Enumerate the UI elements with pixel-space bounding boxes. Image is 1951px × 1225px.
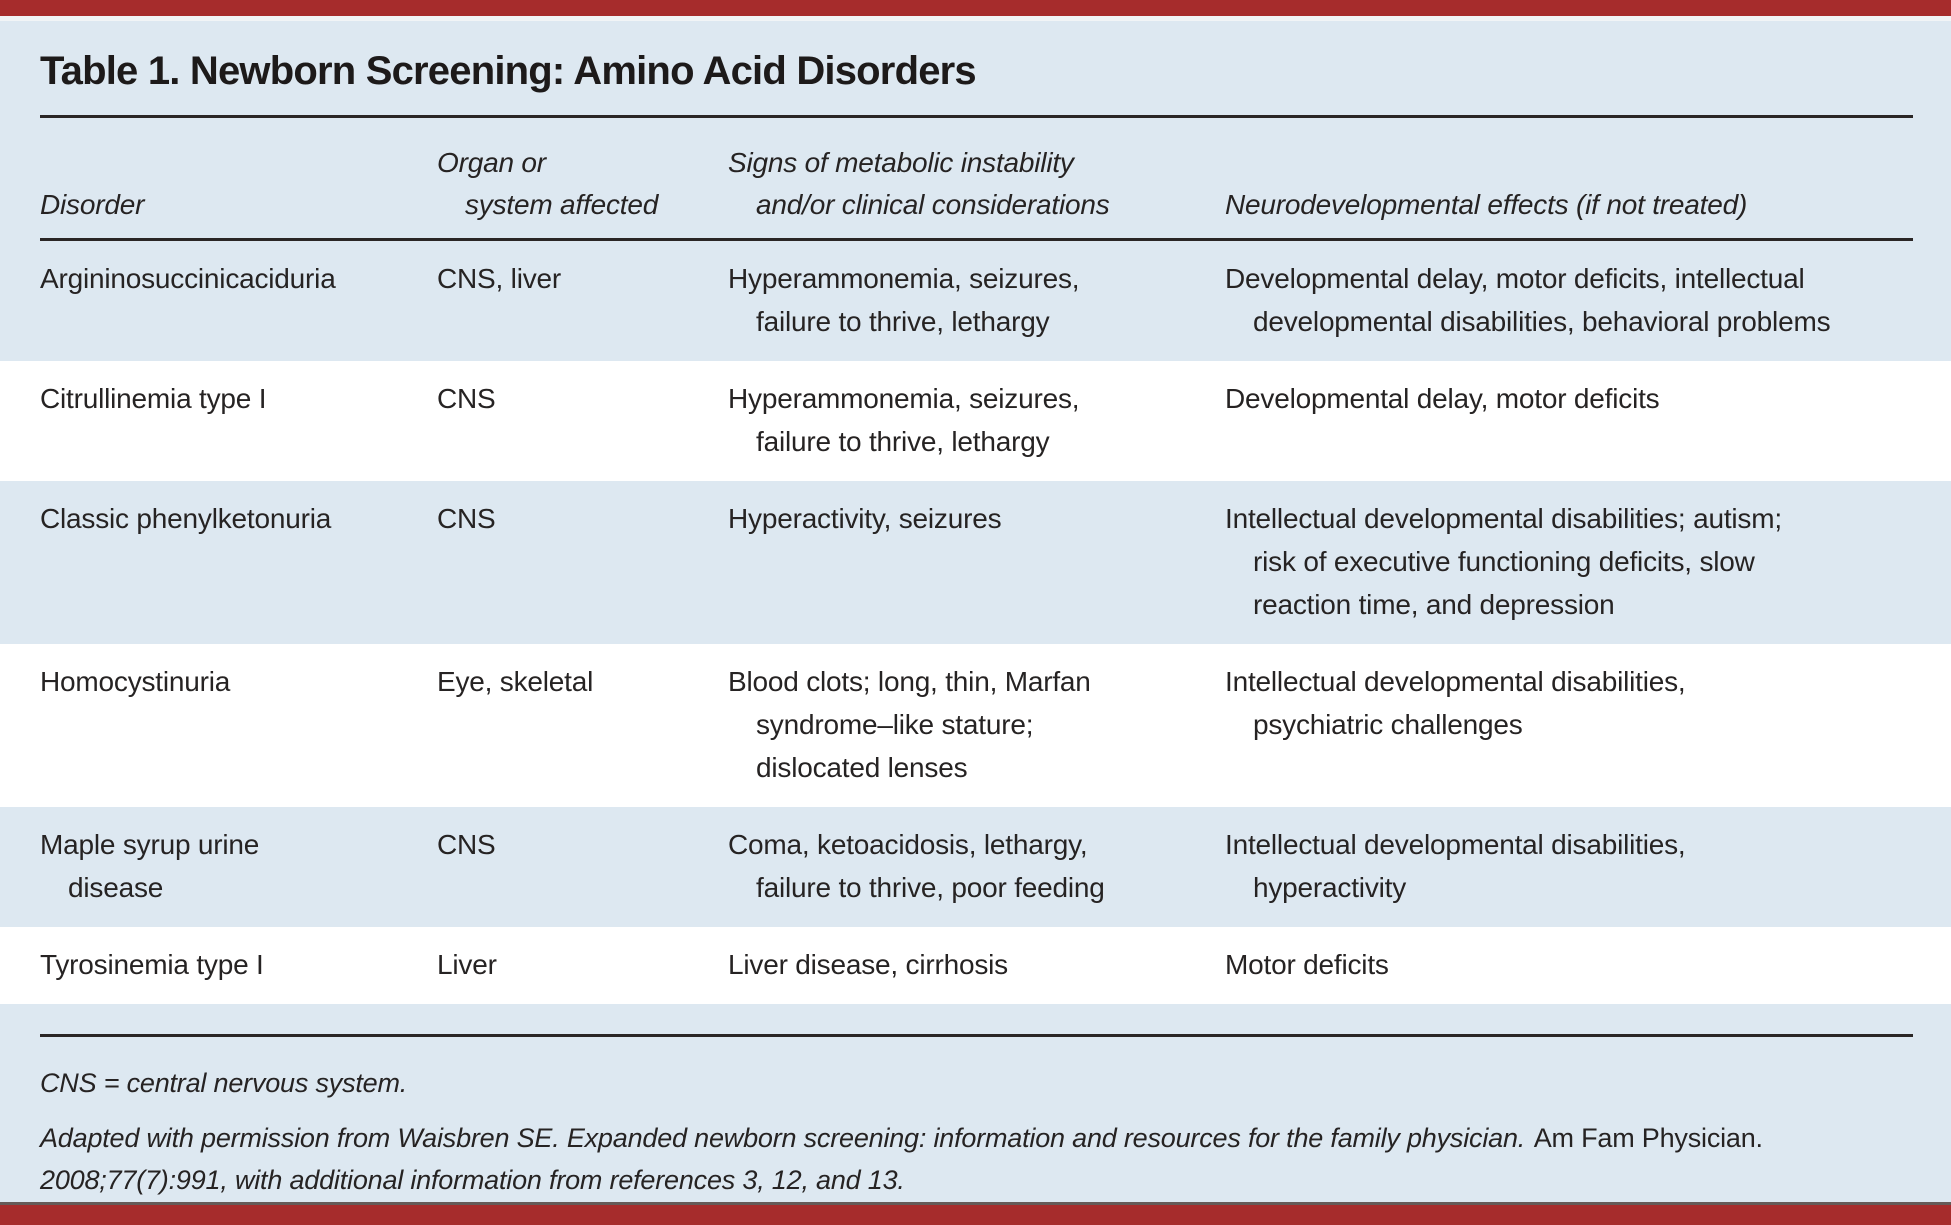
table-footer	[0, 1034, 1951, 1201]
table-row	[0, 241, 1951, 361]
cell-signs	[728, 823, 1225, 909]
cell-line: Motor deficits	[1225, 949, 1389, 980]
cell-line: Liver disease, cirrhosis	[728, 949, 1008, 980]
cell-signs	[728, 497, 1225, 626]
cell-line: Intellectual developmental disabilities,	[1225, 666, 1686, 697]
header-line: Disorder	[40, 189, 145, 220]
cell-effects	[1225, 377, 1921, 463]
cell-organ	[437, 823, 728, 909]
cell-line: Intellectual developmental disabilities,	[1225, 829, 1686, 860]
cell-line: Argininosuccinicaciduria	[40, 263, 336, 294]
cell-line: Homocystinuria	[40, 666, 231, 697]
cell-line: reaction time, and depression	[1253, 589, 1615, 620]
cell-line: CNS	[437, 829, 496, 860]
cell-line: Liver	[437, 949, 497, 980]
cell-signs	[728, 257, 1225, 343]
cell-organ	[437, 943, 728, 986]
cell-line: Intellectual developmental disabilities; autism;	[1225, 503, 1782, 534]
table-row	[0, 361, 1951, 481]
table-row	[0, 644, 1951, 807]
column-header-disorder	[40, 184, 437, 226]
header-line: system affected	[465, 189, 659, 220]
cell-line: syndrome–like stature;	[756, 709, 1034, 740]
cell-line: CNS, liver	[437, 263, 562, 294]
journal-name: Am Fam Physician.	[1533, 1123, 1763, 1153]
cell-line: Hyperammonemia, seizures,	[728, 383, 1080, 414]
table-header-row	[0, 118, 1951, 238]
cell-line: Hyperactivity, seizures	[728, 503, 1002, 534]
cell-signs	[728, 377, 1225, 463]
cell-line: hyperactivity	[1253, 872, 1407, 903]
cell-effects	[1225, 497, 1921, 626]
cell-disorder	[40, 943, 437, 986]
citation-text-italic: Adapted with permission from Waisbren SE. Expanded newborn screening: information and resources for the family physician.	[40, 1123, 1526, 1153]
top-accent-bar	[0, 0, 1951, 21]
table-row	[0, 481, 1951, 644]
cell-line: Developmental delay, motor deficits, intellectual	[1225, 263, 1805, 294]
column-header-organ-system	[437, 142, 728, 226]
cell-line: Tyrosinemia type I	[40, 949, 264, 980]
cell-organ	[437, 377, 728, 463]
cell-disorder	[40, 823, 437, 909]
cell-line: CNS	[437, 503, 496, 534]
header-line: Neurodevelopmental effects (if not treated)	[1225, 189, 1748, 220]
cell-effects	[1225, 660, 1921, 789]
table-row	[0, 927, 1951, 1004]
cell-line: failure to thrive, poor feeding	[756, 872, 1105, 903]
cell-disorder	[40, 377, 437, 463]
cell-effects	[1225, 257, 1921, 343]
column-header-signs	[728, 142, 1225, 226]
cell-line: developmental disabilities, behavioral problems	[1253, 306, 1831, 337]
header-line: Organ or	[437, 147, 546, 178]
column-header-effects	[1225, 184, 1921, 226]
cell-line: Maple syrup urine	[40, 829, 260, 860]
cell-line: failure to thrive, lethargy	[756, 306, 1050, 337]
cell-disorder	[40, 497, 437, 626]
cell-signs	[728, 943, 1225, 986]
cell-effects	[1225, 823, 1921, 909]
cell-line: CNS	[437, 383, 496, 414]
cell-line: dislocated lenses	[756, 752, 968, 783]
cell-organ	[437, 257, 728, 343]
cell-line: Eye, skeletal	[437, 666, 594, 697]
cell-line: psychiatric challenges	[1253, 709, 1523, 740]
cell-organ	[437, 660, 728, 789]
cell-line: Classic phenylketonuria	[40, 503, 332, 534]
abbreviation-note: CNS = central nervous system.	[40, 1068, 408, 1098]
cell-organ	[437, 497, 728, 626]
cell-line: disease	[68, 872, 164, 903]
cell-disorder	[40, 257, 437, 343]
citation-line	[40, 1117, 1913, 1159]
header-line: Signs of metabolic instability	[728, 147, 1074, 178]
table-title: Table 1. Newborn Screening: Amino Acid Disorders	[40, 49, 976, 93]
header-line: and/or clinical considerations	[756, 189, 1110, 220]
cell-line: Coma, ketoacidosis, lethargy,	[728, 829, 1088, 860]
cell-line: failure to thrive, lethargy	[756, 426, 1050, 457]
bottom-accent-bar	[0, 1202, 1951, 1225]
source-citation	[40, 1117, 1913, 1201]
cell-line: Hyperammonemia, seizures,	[728, 263, 1080, 294]
cell-effects	[1225, 943, 1921, 986]
cell-disorder	[40, 660, 437, 789]
cell-signs	[728, 660, 1225, 789]
cell-line: Citrullinemia type I	[40, 383, 267, 414]
citation-line: 2008;77(7):991, with additional information from references 3, 12, and 13.	[40, 1165, 905, 1195]
cell-line: Developmental delay, motor deficits	[1225, 383, 1660, 414]
cell-line: risk of executive functioning deficits, slow	[1253, 546, 1755, 577]
cell-line: Blood clots; long, thin, Marfan	[728, 666, 1091, 697]
footer-rule	[40, 1034, 1913, 1037]
table-row	[0, 807, 1951, 927]
